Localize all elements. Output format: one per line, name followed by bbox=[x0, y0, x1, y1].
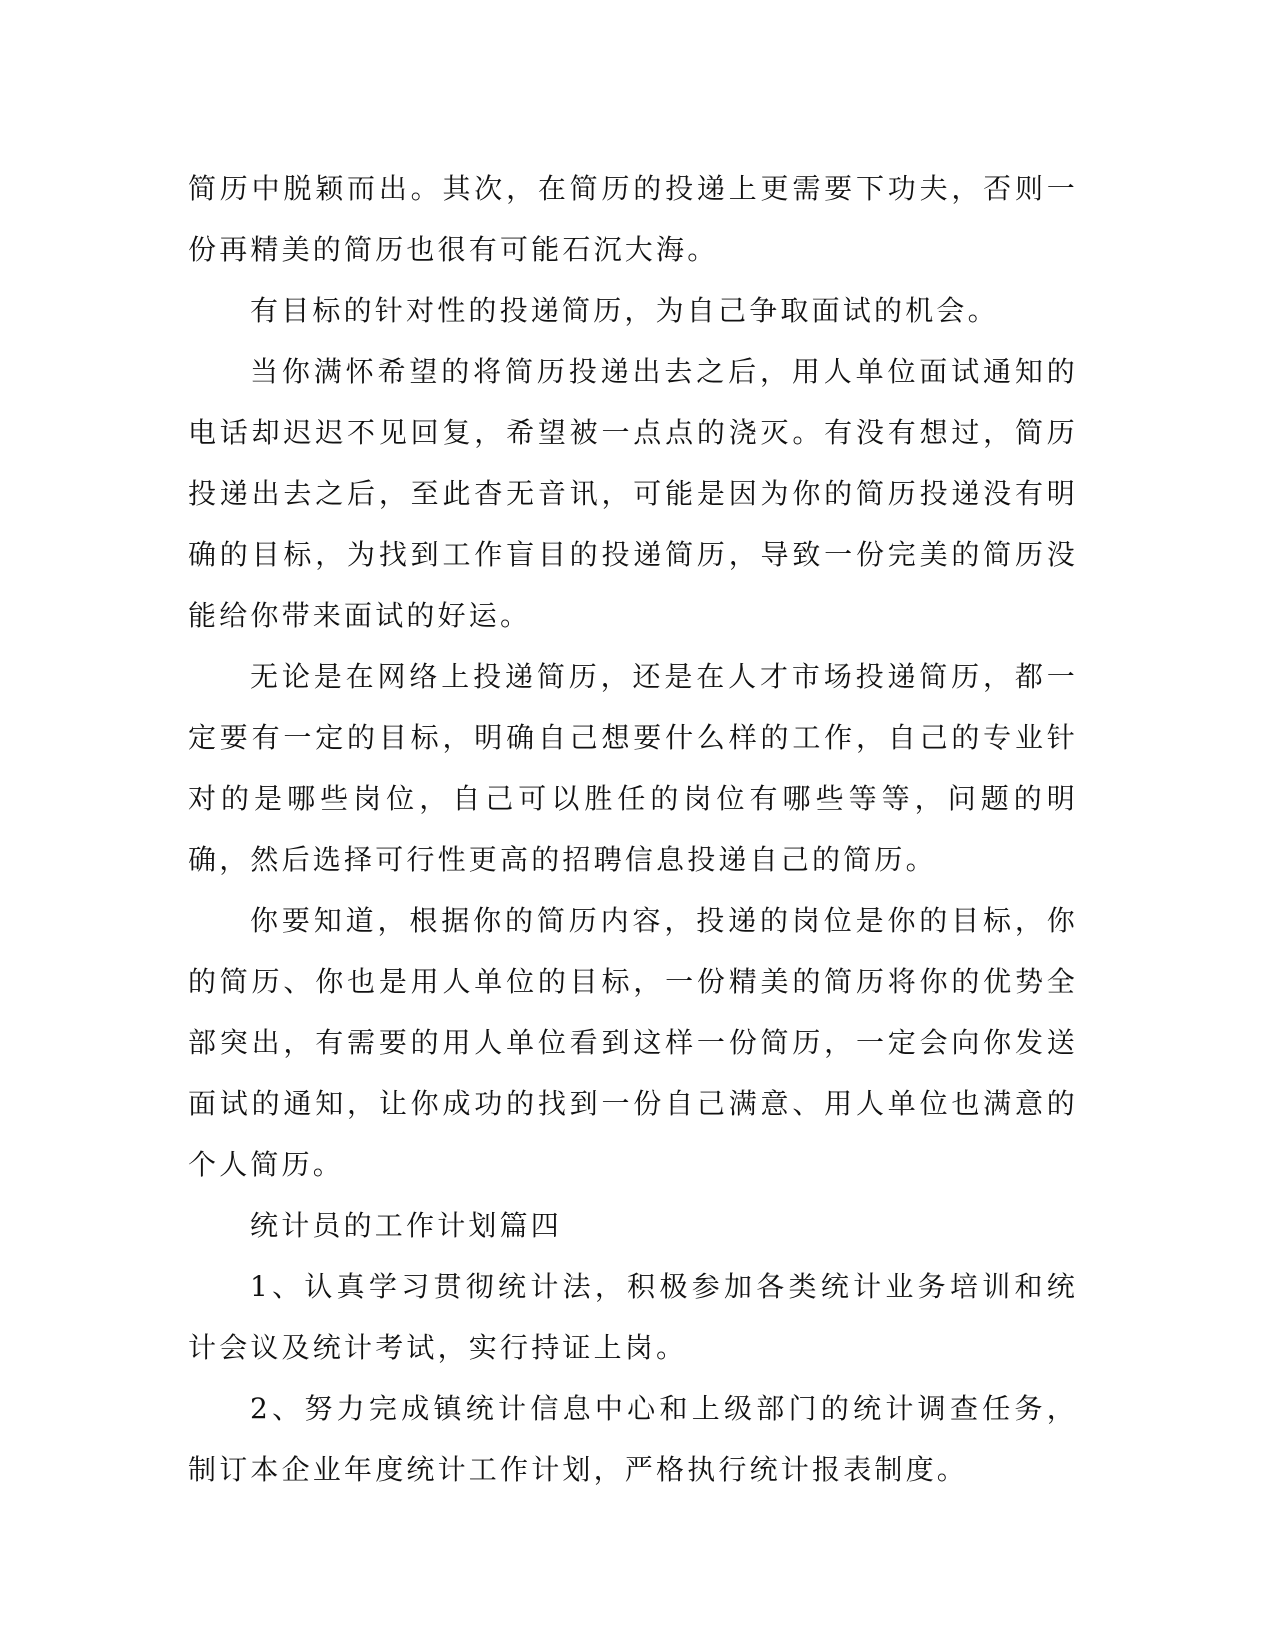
document-body bbox=[188, 158, 1078, 1500]
list-item-2: 2、努力完成镇统计信息中心和上级部门的统计调查任务，制订本企业年度统计工作计划，严格执行统计报表制度。 bbox=[188, 1392, 1078, 1486]
paragraph-targeted-submission: 有目标的针对性的投递简历，为自己争取面试的机会。 bbox=[250, 294, 999, 327]
section-heading: 统计员的工作计划篇四 bbox=[250, 1209, 563, 1242]
list-item-1: 1、认真学习贯彻统计法，积极参加各类统计业务培训和统计会议及统计考试，实行持证上岗。 bbox=[188, 1270, 1078, 1364]
paragraph-clear-goal: 无论是在网络上投递简历，还是在人才市场投递简历，都一定要有一定的目标，明确自己想要什么样的工作，自己的专业针对的是哪些岗位，自己可以胜任的岗位有哪些等等，问题的明确，然后选择可行性更高的招聘信息投递自己的简历。 bbox=[188, 660, 1078, 876]
paragraph-resume-standout: 简历中脱颖而出。其次，在简历的投递上更需要下功夫，否则一份再精美的简历也很有可能石沉大海。 bbox=[188, 172, 1078, 266]
paragraph-no-reply: 当你满怀希望的将简历投递出去之后，用人单位面试通知的电话却迟迟不见回复，希望被一点点的浇灭。有没有想过，简历投递出去之后，至此杳无音讯，可能是因为你的简历投递没有明确的目标，为找到工作盲目的投递简历，导致一份完美的简历没能给你带来面试的好运。 bbox=[188, 355, 1078, 632]
paragraph-know-target: 你要知道，根据你的简历内容，投递的岗位是你的目标，你的简历、你也是用人单位的目标，一份精美的简历将你的优势全部突出，有需要的用人单位看到这样一份简历，一定会向你发送面试的通知，让你成功的找到一份自己满意、用人单位也满意的个人简历。 bbox=[188, 904, 1078, 1181]
